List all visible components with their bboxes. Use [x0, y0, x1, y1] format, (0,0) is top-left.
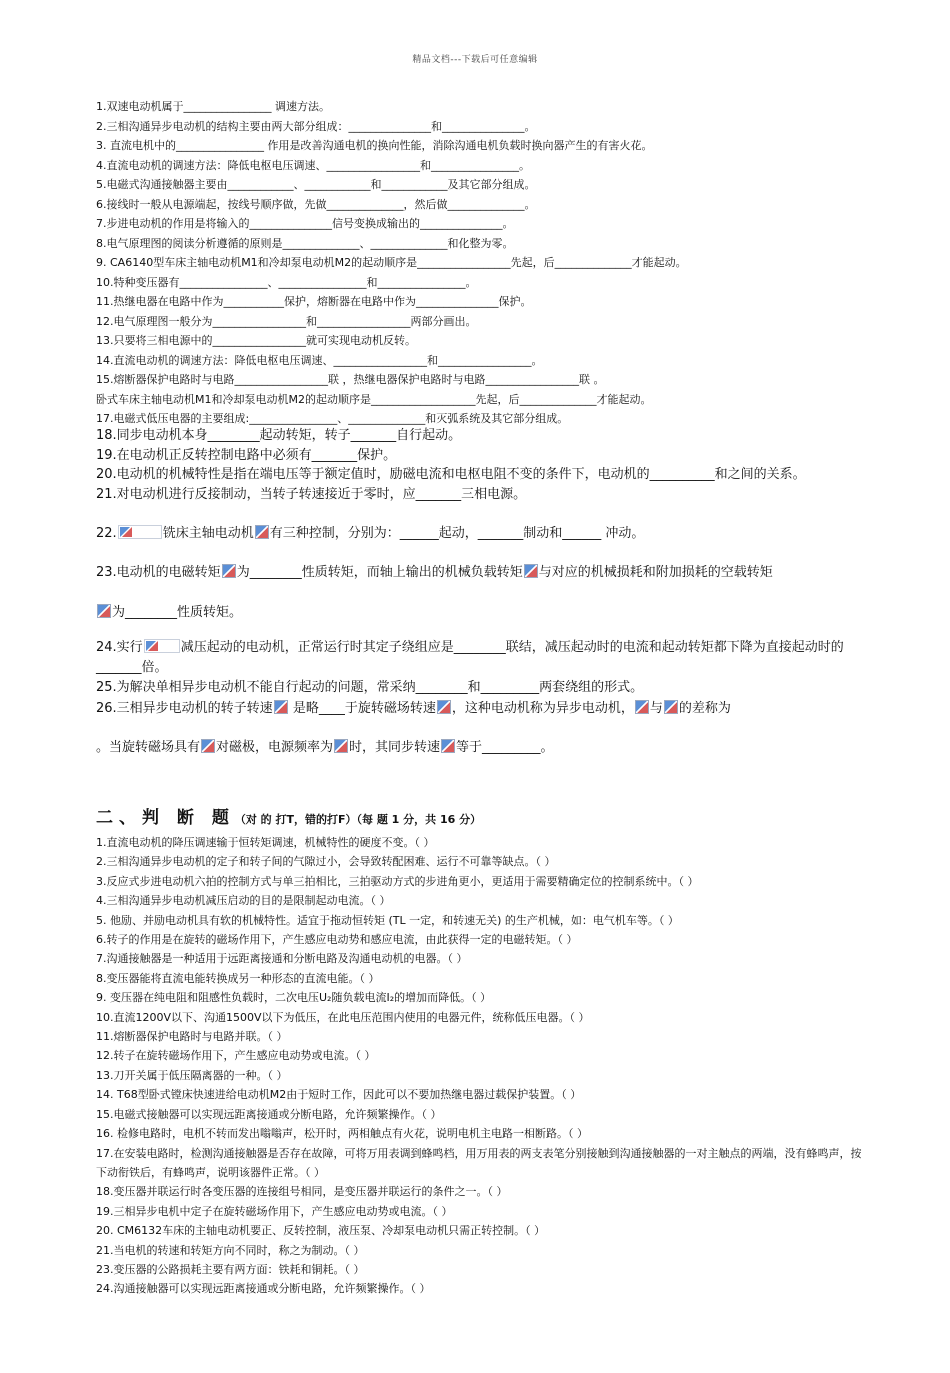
- question-text: 有三种控制，分别为：______起动，_______制动和______ 冲动。: [269, 526, 645, 541]
- question-line: 10.特种变压器有________________、________________和________________。: [96, 275, 477, 289]
- question-line: 8.电气原理图的阅读分析遵循的原则是______________、______________和化整为零。: [96, 236, 514, 250]
- question-26: [96, 699, 871, 719]
- formula-image-icon: [334, 739, 348, 753]
- question-text: 26.三相异步电动机的转子转速: [96, 701, 273, 716]
- true-false-section: [96, 833, 871, 1299]
- page-header: 精品文档---下载后可任意编辑: [412, 55, 538, 65]
- question-line: 11.热继电器在电路中作为___________保护，熔断器在电路中作为_______________保护。: [96, 295, 532, 308]
- question-line: 15.熔断器保护电路时与电路_________________联 ，热继电器保护电路时与电路_________________联 。: [96, 373, 605, 386]
- judge-item: 18.变压器并联运行时各变压器的连接组号相同，是变压器并联运行的条件之一。（ ）: [96, 1185, 508, 1199]
- judge-item: 14. T68型卧式镗床快速进给电动机M2由于短时工作，因此可以不要加热继电器过载保护装置。（ ）: [96, 1088, 582, 1102]
- judge-item: 10.直流1200V以下、沟通1500V以下为低压，在此电压范围内使用的电器元件，统称低压电器。（ ）: [96, 1010, 590, 1024]
- judge-item: 11.熔断器保护电路时与电路并联。（ ）: [96, 1030, 288, 1044]
- question-text: 。当旋转磁场具有: [96, 740, 201, 755]
- question-text: 铣床主轴电动机: [162, 526, 254, 541]
- judge-item: 21.当电机的转速和转矩方向不同时，称之为制动。（ ）: [96, 1243, 365, 1257]
- question-line: 2.三相沟通异步电动机的结构主要由两大部分组成：_______________和_______________。: [96, 119, 536, 133]
- formula-image-icon: [222, 564, 236, 578]
- formula-image-icon: [664, 700, 678, 714]
- question-line: 19.在电动机正反转控制电路中必须有_______保护。: [96, 447, 397, 463]
- question-23: [96, 563, 871, 583]
- formula-image-icon: [635, 700, 649, 714]
- fill-blank-section-b: [96, 426, 871, 504]
- question-text: ，这种电动机称为异步电动机，: [451, 701, 634, 716]
- question-text: 23.电动机的电磁转矩: [96, 565, 221, 580]
- question-text: 22.: [96, 526, 117, 541]
- judge-item: 16. 检修电路时，电机不转而发出嗡嗡声，松开时，两相触点有火花，说明电机主电路一相断路。（ ）: [96, 1127, 588, 1141]
- question-line: 20.电动机的机械特性是指在端电压等于额定值时，励磁电流和电枢电阻不变的条件下，电动机的__________和之间的关系。: [96, 467, 806, 482]
- question-line: 卧式车床主轴电动机M1和冷却泵电动机M2的起动顺序是___________________先起，后______________才能起动。: [96, 392, 652, 406]
- question-text: 24.实行: [96, 640, 143, 655]
- question-text: 的差称为: [678, 701, 731, 716]
- judge-item: 12.转子在旋转磁场作用下，产生感应电动势或电流。（ ）: [96, 1049, 376, 1063]
- fill-blank-section-a: [96, 97, 871, 429]
- judge-item: 19.三相异步电机中定子在旋转磁场作用下，产生感应电动势或电流。（ ）: [96, 1204, 453, 1218]
- formula-image-icon: [441, 739, 455, 753]
- question-line: 6.接线时一般从电源端起，按线号顺序做，先做______________，然后做______________。: [96, 197, 536, 211]
- formula-image-icon: [201, 739, 215, 753]
- judge-item: 2.三相沟通异步电动机的定子和转子间的气隙过小，会导致转配困难、运行不可靠等缺点。（ ）: [96, 855, 556, 869]
- question-line: 3. 直流电机中的________________ 作用是改善沟通电机的换向性能，消除沟通电机负载时换向器产生的有害火花。: [96, 139, 653, 152]
- question-text: 对磁极，电源频率为: [216, 740, 334, 755]
- question-line: 18.同步电动机本身________起动转矩，转子_______自行起动。: [96, 428, 462, 443]
- question-text: 时，其同步转速: [349, 740, 441, 755]
- question-text: 为________性质转矩，而轴上输出的机械负载转矩: [236, 565, 523, 580]
- formula-image-icon: [97, 604, 111, 618]
- judge-item: 8.变压器能将直流电能转换成另一种形态的直流电能。（ ）: [96, 971, 380, 985]
- question-text: 与: [649, 701, 663, 716]
- judge-item: 20. CM6132车床的主轴电动机要正、反转控制，液压泵、冷却泵电动机只需正转控制。（ ）: [96, 1224, 546, 1238]
- question-line: 17.电磁式低压电器的主要组成:________________、______________和灭弧系统及其它部分组成。: [96, 412, 569, 425]
- question-text: 与对应的机械损耗和附加损耗的空载转矩: [538, 565, 773, 580]
- section-heading: [96, 803, 481, 828]
- judge-item: 15.电磁式接触器可以实现远距离接通或分断电路，允许频繁操作。（ ）: [96, 1107, 442, 1121]
- judge-item: 23.变压器的公路损耗主要有两方面：铁耗和铜耗。（ ）: [96, 1262, 365, 1276]
- formula-image-icon: [524, 564, 538, 578]
- judge-item: 1.直流电动机的降压调速输于恒转矩调速，机械特性的硬度不变。（ ）: [96, 836, 435, 849]
- question-line: 7.步进电动机的作用是将输入的_______________信号变换成输出的_______________。: [96, 217, 514, 230]
- formula-image-icon: [437, 700, 451, 714]
- question-line: 21.对电动机进行反接制动，当转子转速接近于零时，应_______三相电源。: [96, 486, 527, 502]
- formula-image-icon: [118, 525, 162, 539]
- judge-item: 17.在安装电路时，检测沟通接触器是否存在故障，可将万用表调到蜂鸣档，用万用表的两支表笔分别接触到沟通接触器的一对主触点的两端，没有蜂鸣声，按下动衔铁后，有蜂鸣声，说明该器件正常。（ ）: [96, 1146, 862, 1179]
- question-line: 13.只要将三相电源中的_________________就可实现电动机反转。: [96, 334, 416, 347]
- question-line: 12.电气原理图一般分为_________________和_________________两部分画出。: [96, 314, 477, 328]
- question-text: 等于_________。: [456, 740, 554, 755]
- question-line: 9. CA6140型车床主轴电动机M1和冷却泵电动机M2的起动顺序是_________________先起，后______________才能起动。: [96, 256, 687, 269]
- formula-image-icon: [144, 639, 180, 653]
- section-title: 二、判 断 题: [96, 808, 235, 828]
- question-text: 是略____于旋转磁场转速: [288, 701, 436, 716]
- judge-item: 24.沟通接触器可以实现远距离接通或分断电路，允许频繁操作。（ ）: [96, 1282, 431, 1296]
- judge-item: 9. 变压器在纯电阻和阻感性负载时，二次电压U₂随负载电流I₂的增加而降低。（ ）: [96, 991, 492, 1005]
- question-24: [96, 638, 871, 677]
- judge-item: 13.刀开关属于低压隔离器的一种。（ ）: [96, 1068, 288, 1082]
- section-instructions: （对 的 打T，错的打F）（每 题 1 分，共 16 分）: [234, 813, 482, 826]
- question-22: [96, 524, 871, 544]
- question-text: 为________性质转矩。: [112, 605, 243, 620]
- judge-item: 6.转子的作用是在旋转的磁场作用下，产生感应电动势和感应电流，由此获得一定的电磁转矩。（ ）: [96, 933, 578, 947]
- judge-item: 4.三相沟通异步电动机减压启动的目的是限制起动电流。（ ）: [96, 894, 391, 908]
- question-25: 25.为解决单相异步电动机不能自行起动的问题，常采纳________和_________两套绕组的形式。: [96, 680, 644, 695]
- question-text: 减压起动的电动机，正常运行时其定子绕组应是________联结，减压起动时的电流和起动转矩都下降为直接起动时的_______倍。: [96, 640, 844, 675]
- judge-item: 5. 他励、并励电动机具有软的机械特性。适宜于拖动恒转矩 (TL 一定，和转速无关) 的生产机械，如：电气机车等。（ ）: [96, 913, 679, 927]
- question-26-cont: [96, 738, 871, 758]
- question-23-cont: [96, 603, 871, 623]
- question-line: 1.双速电动机属于________________ 调速方法。: [96, 100, 330, 113]
- formula-image-icon: [255, 525, 269, 539]
- judge-item: 3.反应式步进电动机六拍的控制方式与单三拍相比，三拍驱动方式的步进角更小，更适用于需要精确定位的控制系统中。（ ）: [96, 874, 699, 888]
- question-line: 4.直流电动机的调速方法：降低电枢电压调速、_________________和________________。: [96, 158, 530, 172]
- formula-image-icon: [274, 700, 288, 714]
- question-line: 14.直流电动机的调速方法：降低电枢电压调速、_________________和_________________。: [96, 353, 543, 367]
- question-line: 5.电磁式沟通接触器主要由____________、____________和____________及其它部分组成。: [96, 178, 536, 191]
- judge-item: 7.沟通接触器是一种适用于远距离接通和分断电路及沟通电动机的电器。（ ）: [96, 952, 468, 966]
